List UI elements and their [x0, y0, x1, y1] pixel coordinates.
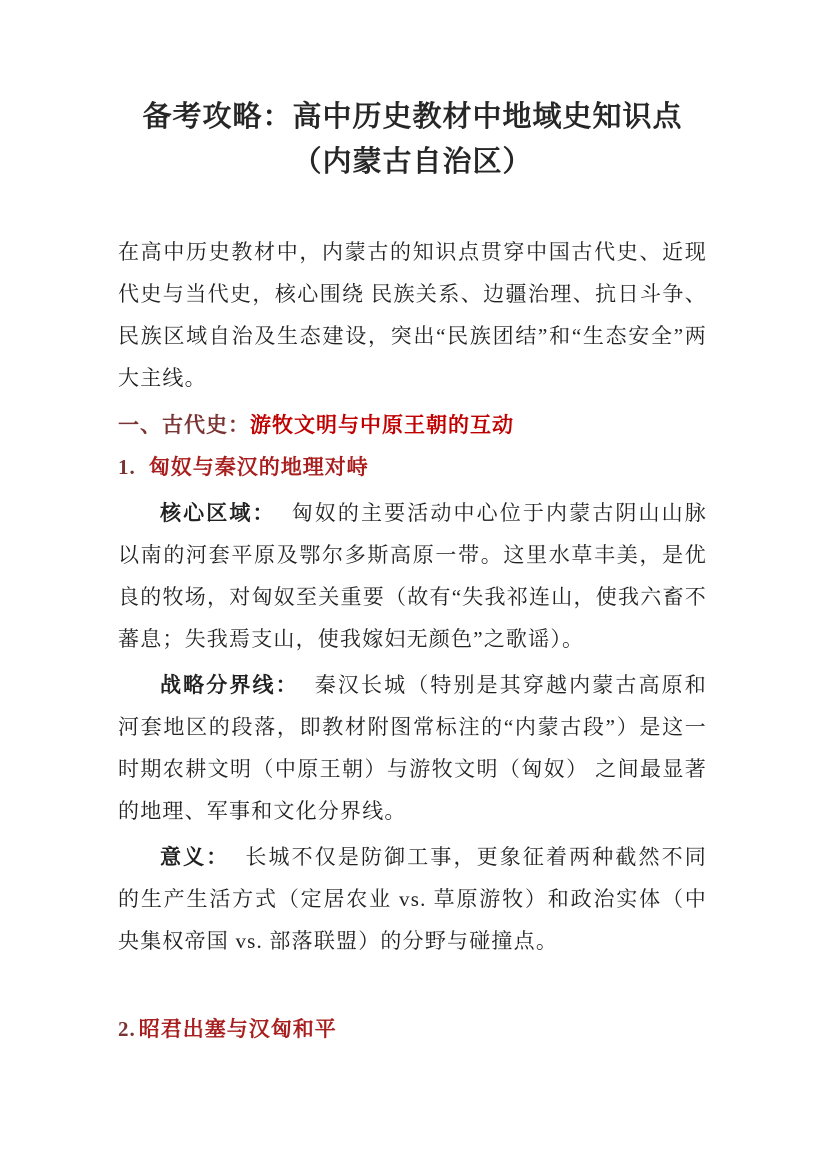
sub-heading-zhaojun	[118, 1008, 707, 1050]
paragraph-significance	[118, 836, 707, 962]
paragraph-core-region	[118, 492, 707, 660]
section-heading-ancient-history	[118, 404, 707, 446]
sub-heading-1-number: 1.	[118, 455, 136, 479]
title-line-2: （内蒙古自治区）	[292, 146, 533, 178]
paragraph-significance-text: 长城不仅是防御工事，更象征着两种截然不同的生产生活方式（定居农业 vs. 草原游牧）和政治实体（中央集权帝国 vs. 部落联盟）的分野与碰撞点。	[118, 845, 707, 953]
sub-heading-1-keyword: 匈奴与秦汉的地理对峙	[148, 455, 369, 479]
sub-heading-2-number: 2.	[118, 1017, 136, 1041]
intro-paragraph: 在高中历史教材中，内蒙古的知识点贯穿中国古代史、近现代史与当代史，核心围绕 民族关系、边疆治理、抗日斗争、民族区域自治及生态建设，突出“民族团结”和“生态安全”两大主线。	[118, 240, 707, 390]
paragraph-strategic-boundary-label: 战略分界线：	[160, 673, 299, 697]
sub-heading-xiongnu-qinhan	[118, 446, 707, 488]
sub-heading-2-keyword: 昭君出塞与汉匈和平	[138, 1017, 337, 1041]
paragraph-core-region-text: 匈奴的主要活动中心位于内蒙古阴山山脉以南的河套平原及鄂尔多斯高原一带。这里水草丰美，是优良的牧场，对匈奴至关重要（故有“失我祁连山，使我六畜不蕃息；失我焉支山，使我嫁妇无颜色”之歌谣）。	[118, 501, 707, 651]
paragraph-core-region-label: 核心区域：	[160, 501, 276, 525]
paragraph-strategic-boundary	[118, 664, 707, 832]
paragraph-significance-label: 意义：	[160, 845, 230, 869]
paragraph-strategic-boundary-text: 秦汉长城（特别是其穿越内蒙古高原和河套地区的段落，即教材附图常标注的“内蒙古段”）是这一时期农耕文明（中原王朝）与游牧文明（匈奴） 之间最显著的地理、军事和文化分界线。	[118, 673, 707, 823]
section-heading-keyword: 游牧文明与中原王朝的互动	[250, 413, 514, 437]
section-heading-label: 一、古代史：	[118, 413, 250, 437]
document-title	[118, 95, 707, 185]
title-line-1: 备考攻略：高中历史教材中地域史知识点	[142, 101, 683, 133]
